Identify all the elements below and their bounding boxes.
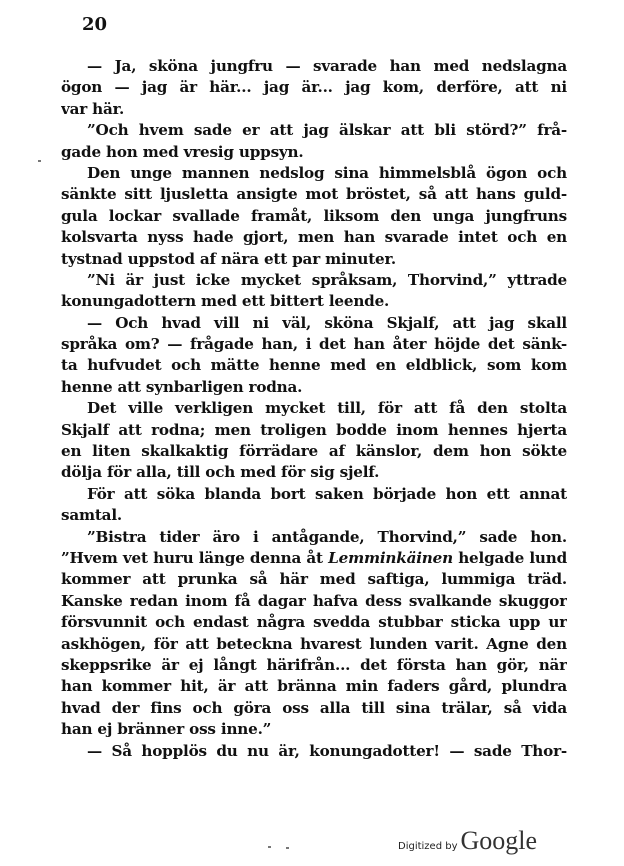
text-line: För att söka blanda bort saken började hon ett annat [87,484,567,503]
text-line: Skjalf att rodna; men troligen bodde inom hennes hjerta [61,420,567,439]
google-logo: Google [460,826,538,855]
text-line: kommer att prunka så här med saftiga, lummiga träd. [61,570,567,589]
scan-speck [38,160,41,162]
text-line: Kanske redan inom få dagar hafva dess svalkande skuggor [61,591,567,610]
text-line: försvunnit och endast några svedda stubbar sticka upp ur [61,613,567,632]
scan-speck [286,847,289,849]
text-line: ta hufvudet och mätte henne med en eldblick, som kom [61,356,567,375]
text-line: tystnad uppstod af nära ett par minuter. [61,249,396,268]
text-line: askhögen, för att beteckna hvarest lunden varit. Agne den [61,634,567,653]
text-line: ”Ni är just icke mycket språksam, Thorvind,” yttrade [87,270,567,289]
text-line: konungadottern med ett bittert leende. [61,292,390,311]
text-line-end: helgade lund [452,548,567,567]
italic-name: Lemminkäinen [328,548,453,567]
text-line: gade hon med vresig uppsyn. [61,142,304,161]
text-line: samtal. [61,506,122,525]
body-text [61,56,567,762]
text-line: Det ville verkligen mycket till, för att få den stolta [87,399,567,418]
text-line: hvad der fins och göra oss alla till sina trälar, så vida [61,698,567,717]
text-line: — Ja, sköna jungfru — svarade han med nedslagna [87,57,567,75]
digitized-by-label: Digitized by [398,841,458,852]
text-line: ögon — jag är här... jag är... jag kom, derföre, att ni [61,78,567,97]
text-line: han ej bränner oss inne.” [61,720,272,739]
text-line: henne att synbarligen rodna. [61,377,303,396]
text-line-with-italic [61,548,567,569]
scan-speck [268,846,271,848]
text-line-start: ”Hvem vet huru länge denna åt [61,548,329,567]
text-line: skeppsrike är ej långt härifrån... det första han gör, när [61,655,567,674]
text-line: språka om? — frågade han, i det han åter höjde det sänk- [61,335,567,354]
text-line: var här. [61,99,125,118]
text-line: han kommer hit, är att bränna min faders gård, plundra [61,677,567,696]
text-line: ”Och hvem sade er att jag älskar att bli störd?” frå- [87,121,567,140]
digitized-by-footer [398,826,537,856]
text-line: Den unge mannen nedslog sina himmelsblå ögon och [87,163,567,182]
text-line: gula lockar svallade framåt, liksom den unga jungfruns [61,206,567,225]
text-line: en liten skalkaktig förrädare af känslor, dem hon sökte [61,442,567,461]
text-line: kolsvarta nyss hade gjort, men han svarade intet och en [61,228,567,247]
text-line: ”Bistra tider äro i antågande, Thorvind,” sade hon. [87,527,567,546]
page-number: 20 [82,14,108,35]
text-line: dölja för alla, till och med för sig sjelf. [61,463,380,482]
text-line: — Så hopplös du nu är, konungadotter! — sade Thor- [87,741,567,760]
text-line: — Och hvad vill ni väl, sköna Skjalf, att jag skall [87,313,567,332]
text-line: sänkte sitt ljusletta ansigte mot bröstet, så att hans guld- [61,185,567,204]
